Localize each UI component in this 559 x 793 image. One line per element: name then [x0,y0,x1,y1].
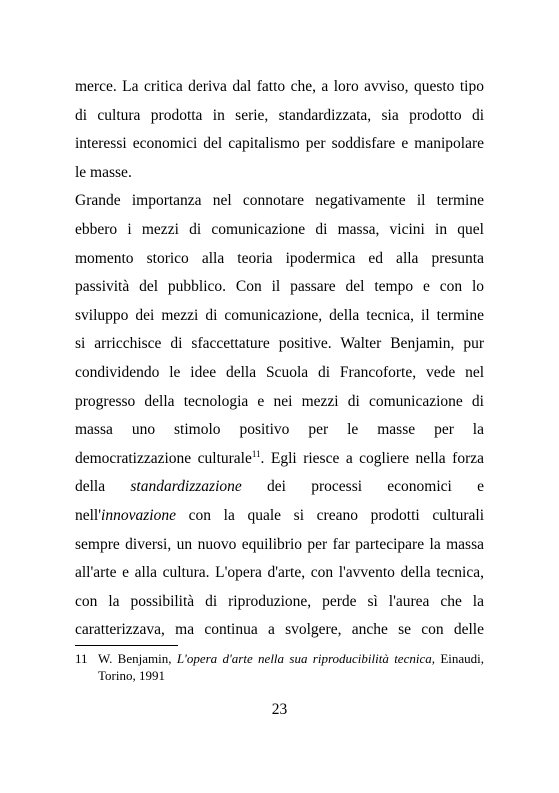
body-line-20: caratterizzava, ma continua a svolgere, anche se con delle [75,621,484,639]
footnote-separator [75,645,178,646]
body-line-2: di cultura prodotta in serie, standardizzata, sia prodotto di [75,106,484,124]
body-line-8: passività del pubblico. Con il passare del tempo e con lo [75,278,484,296]
body-line-11: condividendo le idee della Scuola di Francoforte, vede nel [75,363,484,381]
body-line-16-end: con la quale si creano prodotti culturali [175,506,484,524]
body-line-15 [75,473,484,502]
body-line-13: massa uno stimolo positivo per le masse per la [75,421,484,439]
footnote [75,650,484,684]
body-line-12: progresso della tecnologia e nei mezzi di comunicazione di [75,392,484,410]
body-line-17: sempre diversi, un nuovo equilibrio per far partecipare la massa [75,535,484,553]
footnote-number: 11 [75,651,88,666]
body-line-16-start: nell' [75,506,102,524]
footnote-author: W. Benjamin, [98,651,177,666]
body-line-6: ebbero i mezzi di comunicazione di massa, vicini in quel [75,220,484,238]
italic-term-innovazione: innovazione [101,506,176,524]
body-line-15-start: della [75,478,131,496]
footnote-reference: 11 [251,448,261,459]
footnote-line-1 [98,650,484,667]
footnote-body [98,650,484,684]
body-line-19: con la possibilità di riproduzione, perde sì l'aurea che la [75,592,484,610]
body-line-18: all'arte e alla cultura. L'opera d'arte, con l'avvento della tecnica, [75,564,484,582]
body-line-4: le masse. [75,163,132,181]
footnote-title: L'opera d'arte nella sua riproducibilità tecnica, [176,651,435,666]
body-line-7: momento storico alla teoria ipodermica ed alla presunta [75,249,484,267]
italic-term-standardizzazione: standardizzazione [130,478,242,496]
body-line-9: sviluppo dei mezzi di comunicazione, della tecnica, il termine [75,306,484,324]
body-line-15-end: dei processi economici e [241,478,484,496]
body-line-14-start: democratizzazione culturale [75,449,252,467]
body-line-5: Grande importanza nel connotare negativamente il termine [75,192,484,210]
body-line-16 [75,502,484,531]
body-line-14 [75,445,484,474]
body-line-10: si arricchisce di sfaccettature positive. Walter Benjamin, pur [75,335,484,353]
page-number: 23 [271,701,288,718]
footnote-publisher: Einaudi, [434,651,484,666]
footnote-line-2: Torino, 1991 [98,668,165,683]
body-line-14-end: . Egli riesce a cogliere nella forza [260,449,484,467]
body-text [75,73,484,645]
body-line-3: interessi economici del capitalismo per soddisfare e manipolare [75,135,484,153]
body-line-1: merce. La critica deriva dal fatto che, a loro avviso, questo tipo [75,78,484,95]
